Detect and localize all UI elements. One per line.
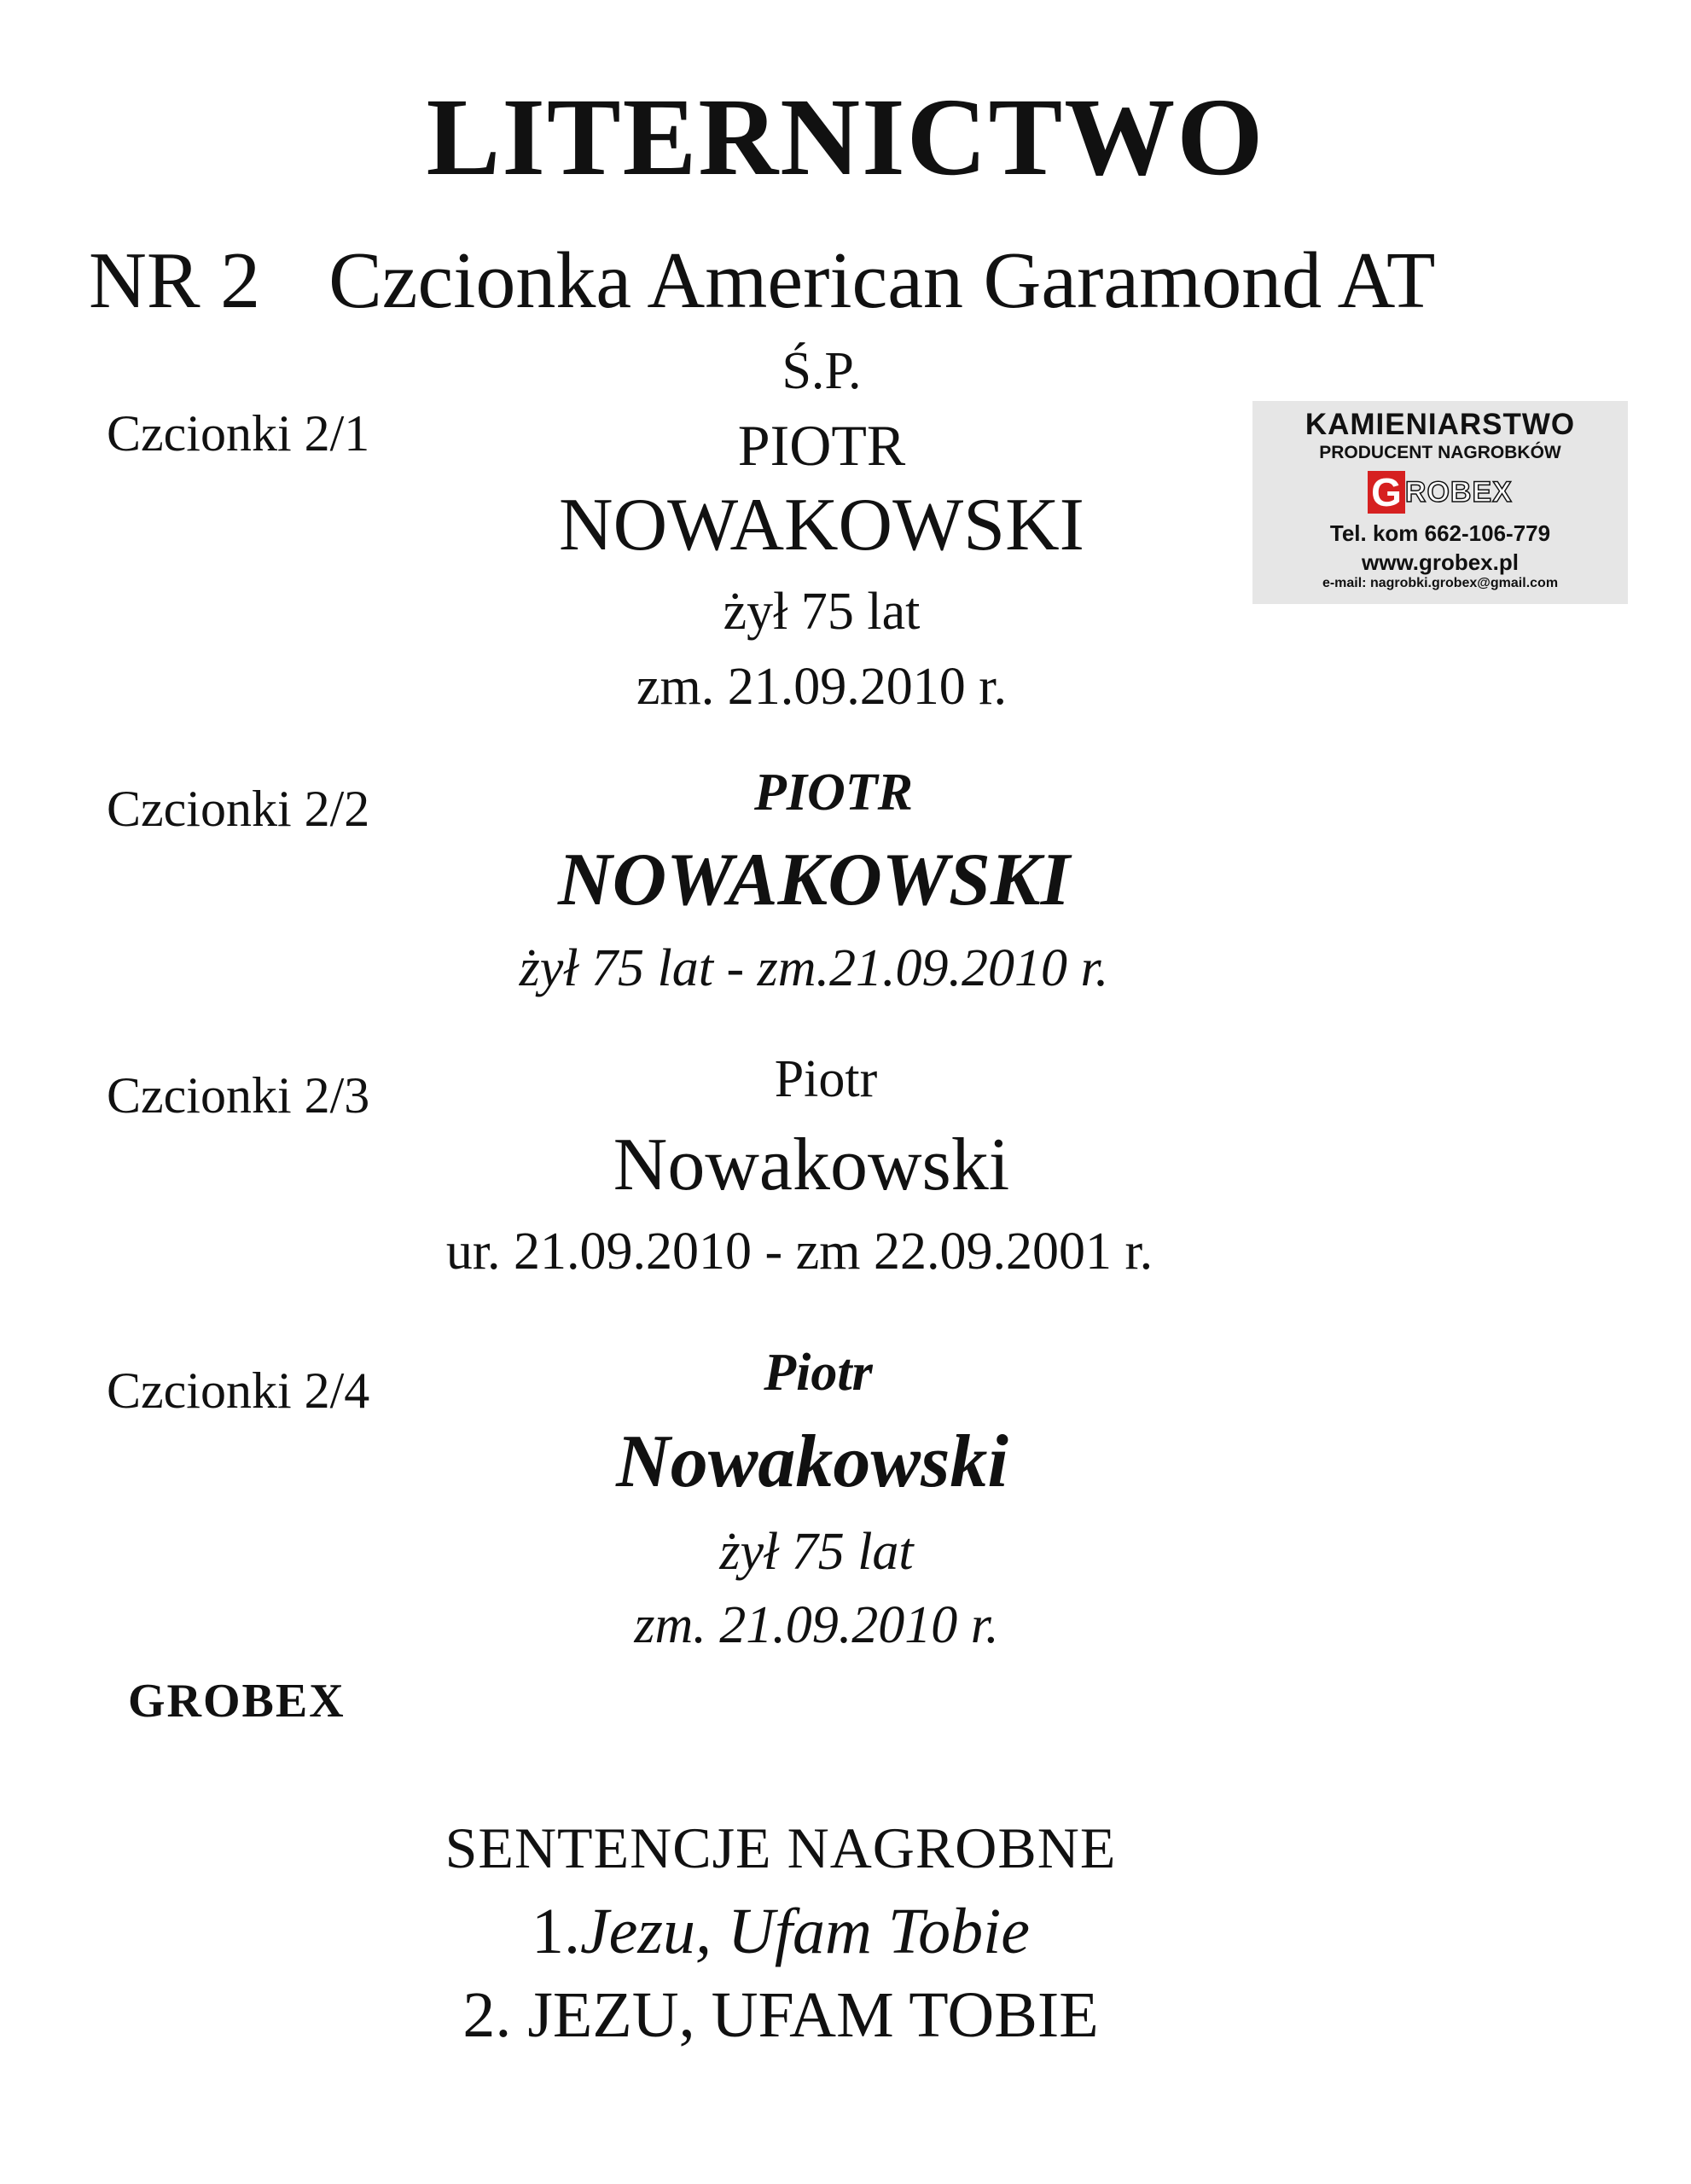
sample-2-1-line-1: Ś.P. bbox=[782, 342, 862, 400]
sample-label-2-2: Czcionki 2/2 bbox=[107, 781, 370, 837]
logo-website: www.grobex.pl bbox=[1362, 549, 1519, 575]
sample-2-3-line-1: Piotr bbox=[774, 1050, 878, 1108]
sentence-item-2 bbox=[0, 1979, 1561, 2051]
logo-email: e-mail: nagrobki.grobex@gmail.com bbox=[1322, 576, 1559, 590]
sample-2-4-line-2: Nowakowski bbox=[616, 1420, 1008, 1503]
sample-2-1-line-3: NOWAKOWSKI bbox=[559, 484, 1084, 566]
sample-2-1-line-5: zm. 21.09.2010 r. bbox=[636, 658, 1007, 716]
sample-2-2-line-3: żył 75 lat - zm.21.09.2010 r. bbox=[519, 939, 1109, 997]
sentences-title: SENTENCJE NAGROBNE bbox=[445, 1815, 1117, 1880]
sample-2-3-line-3: ur. 21.09.2010 - zm 22.09.2001 r. bbox=[445, 1223, 1153, 1281]
page-title: LITERNICTWO bbox=[426, 76, 1265, 199]
sample-2-3-line-2: Nowakowski bbox=[613, 1124, 1010, 1206]
sample-2-4-line-1: Piotr bbox=[764, 1344, 873, 1402]
sentence-item-1 bbox=[0, 1896, 1561, 1967]
page-subtitle bbox=[89, 236, 1436, 325]
sample-2-1-line-2: PIOTR bbox=[737, 413, 906, 478]
sentence-number-1: 1. bbox=[531, 1896, 580, 1967]
sample-2-1-line-4: żył 75 lat bbox=[723, 583, 921, 641]
logo-phone: Tel. kom 662-106-779 bbox=[1329, 520, 1551, 546]
logo-brand bbox=[1252, 471, 1628, 514]
sentence-number-2: 2. bbox=[462, 1979, 512, 2051]
logo-brand-initial: G bbox=[1368, 471, 1405, 514]
sample-label-2-4: Czcionki 2/4 bbox=[107, 1362, 370, 1419]
logo-brand-rest: ROBEX bbox=[1404, 476, 1513, 508]
sentence-text-2: JEZU, UFAM TOBIE bbox=[527, 1979, 1099, 2051]
sample-2-2-line-1: PIOTR bbox=[754, 764, 913, 822]
logo-tagline: PRODUCENT NAGROBKÓW bbox=[1319, 443, 1561, 462]
sentence-text-1: Jezu, Ufam Tobie bbox=[579, 1896, 1031, 1967]
sample-2-4-line-4: zm. 21.09.2010 r. bbox=[634, 1596, 999, 1654]
subtitle-number: NR 2 bbox=[89, 236, 261, 325]
sample-2-2-line-2: NOWAKOWSKI bbox=[558, 839, 1070, 921]
brand-mark: GROBEX bbox=[128, 1675, 346, 1728]
logo-company-type: KAMIENIARSTWO bbox=[1305, 408, 1576, 441]
sample-2-4-line-3: żył 75 lat bbox=[719, 1523, 914, 1581]
sample-label-2-3: Czcionki 2/3 bbox=[107, 1067, 370, 1124]
company-logo bbox=[1252, 401, 1628, 604]
subtitle-font-name: Czcionka American Garamond AT bbox=[328, 236, 1436, 325]
sample-label-2-1: Czcionki 2/1 bbox=[107, 405, 370, 462]
